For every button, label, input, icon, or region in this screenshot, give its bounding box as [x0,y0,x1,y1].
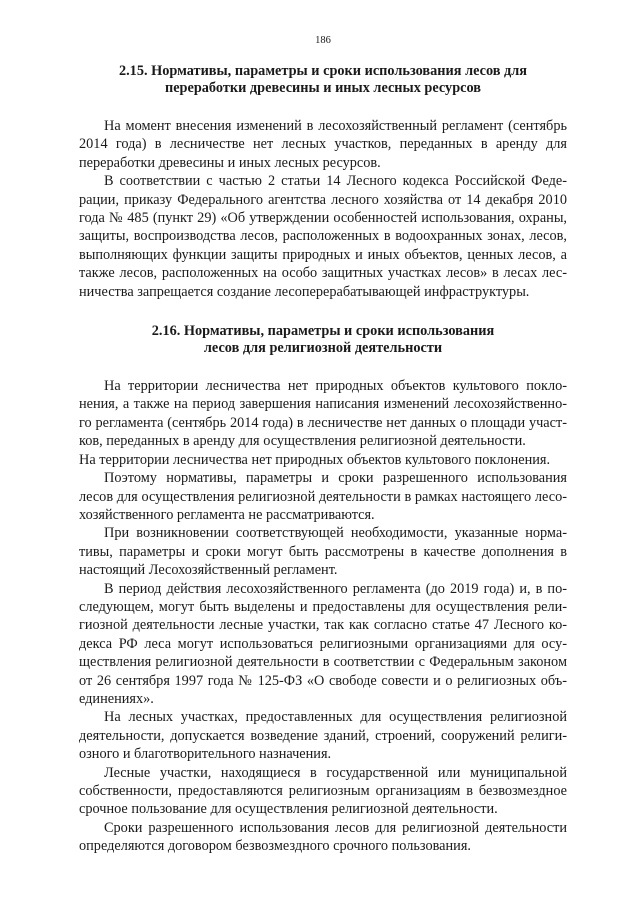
paragraph: Поэтому нормативы, параметры и сроки разрешенного использования лесов для осуществления религиозной деятельности в рамках настоящего лесохозяйственного регламента не рассматриваются. [79,470,567,523]
section-title-line: лесов для религиозной деятельности [203,340,443,357]
paragraph: На территории лесничества нет природных объектов культового поклонения, а также на период завершения написания изменений лесохозяйственного регламента (сентябрь 2014 года) в лесничестве нет данных о площади участков, переданных в аренду для осуществления религиозной деятельности. [79,378,567,450]
section-title-2-15 [79,63,567,97]
paragraph: При возникновении соответствующей необходимости, указанные нормативы, параметры и сроки могут быть рассмотрены в качестве дополнения в настоящий Лесохозяйственный регламент. [79,525,567,579]
paragraph: На момент внесения изменений в лесохозяйственный регламент (сентябрь 2014 года) в лесничестве нет лесных участков, переданных в аренду для переработки древесины и иных лесных ресурсов. [79,118,567,171]
document-page [79,34,567,856]
paragraph: На территории лесничества нет природных объектов культового поклонения. [79,451,551,468]
section-title-line: 2.15. Нормативы, параметры и сроки использования лесов для [118,63,528,79]
paragraph: В соответствии с частью 2 статьи 14 Лесного кодекса Российской Федерации, приказу Федерального агентства лесного хозяйства от 14 декабря 2010 года № 485 (пункт 29) «Об утверждении особенностей использования, охраны, защиты, воспроизводства лесов, расположенных в водоохранных зонах, лесов, выполняющих функции защиты природных и иных объектов, ценных лесов, а также лесов, расположенных на особо защитных участках лесов» в лесах лесничества запрещается создание лесоперерабатывающей инфраструктуры. [79,173,567,300]
paragraph: Лесные участки, находящиеся в государственной или муниципальной собственности, предоставляются религиозным организациям в безвозмездное срочное пользование для осуществления религиозной деятельности. [79,764,567,818]
section-title-line: 2.16. Нормативы, параметры и сроки использования [151,323,495,340]
paragraph: В период действия лесохозяйственного регламента (до 2019 года) и, в последующем, могут быть выделены и предоставлены для осуществления религиозной деятельности лесные участки, так как согласно статье 47 Лесного кодекса РФ леса могут использоваться религиозными организациями для осуществления религиозной деятельности в соответствии с Федеральным законом от 26 сентября 1997 года № 125-ФЗ «О свободе совести и о религиозных объединениях». [79,580,567,707]
section-title-2-16 [79,323,567,357]
section-title-line: переработки древесины и иных лесных ресурсов [164,80,482,96]
paragraph: На лесных участках, предоставленных для осуществления религиозной деятельности, допускается возведение зданий, строений, сооружений религиозного и благотворительного назначения. [79,709,567,763]
paragraph: Сроки разрешенного использования лесов для религиозной деятельности определяются договором безвозмездного срочного пользования. [79,819,567,855]
page-number: 186 [315,35,331,46]
